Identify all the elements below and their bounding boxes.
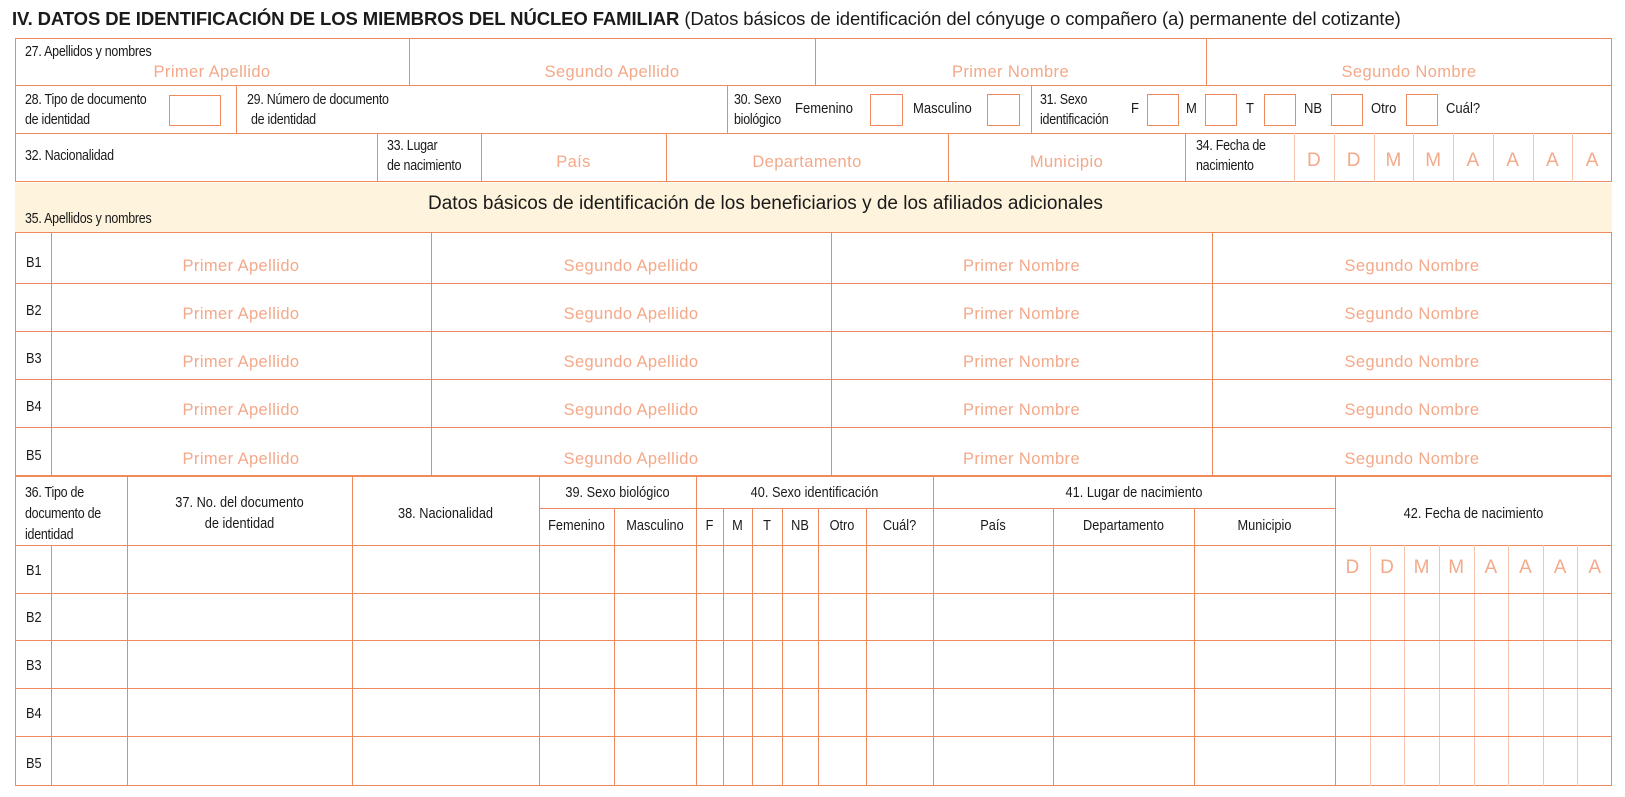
beneficiary-b3-name-1[interactable]: Primer Apellido (182, 353, 300, 371)
detail-row-label-b2: B2 (26, 610, 42, 626)
subcol-divider (723, 508, 724, 786)
field-30-label-line2: biológico (734, 112, 781, 128)
gender-f-checkbox[interactable] (1147, 94, 1179, 126)
beneficiary-b2-name-1[interactable]: Primer Apellido (182, 305, 300, 323)
col-40-sub-4: NB (791, 518, 809, 534)
subcol-divider (782, 508, 783, 786)
beneficiary-b5-name-1[interactable]: Primer Apellido (182, 450, 300, 468)
field-31-label-line2: identificación (1040, 112, 1109, 128)
field-35-label: 35. Apellidos y nombres (25, 211, 152, 227)
birthdate-digit-4[interactable]: M (1425, 150, 1442, 171)
detail-row-label-b1: B1 (26, 563, 42, 579)
beneficiary-birthdate-digit-2[interactable]: D (1380, 557, 1394, 578)
beneficiary-b5-name-4[interactable]: Segundo Nombre (1344, 450, 1480, 468)
birthdate-digit-7[interactable]: A (1546, 150, 1559, 171)
gender-nb-checkbox[interactable] (1331, 94, 1363, 126)
col-divider (127, 476, 128, 786)
subcol-divider (818, 508, 819, 786)
sex-male-label: Masculino (913, 101, 972, 117)
birthdate-digit-6[interactable]: A (1506, 150, 1519, 171)
beneficiary-b3-name-3[interactable]: Primer Nombre (962, 353, 1081, 371)
date-divider (1577, 545, 1578, 786)
col-41-sub-2: Departamento (1083, 518, 1164, 534)
col-41-sub-3: Municipio (1237, 518, 1292, 534)
sex-female-checkbox[interactable] (870, 94, 903, 126)
row-divider (15, 283, 1612, 284)
sex-female-label: Femenino (795, 101, 854, 117)
field-34-label-line1: 34. Fecha de (1196, 138, 1266, 154)
detail-row-label-b3: B3 (26, 658, 42, 674)
col-37-header-line1: 37. No. del documento (175, 495, 304, 511)
beneficiary-birthdate-digit-6[interactable]: A (1519, 557, 1532, 578)
field-30-label-line1: 30. Sexo (734, 92, 782, 108)
date-divider (1404, 545, 1405, 786)
col-40-sub-2: M (732, 518, 743, 534)
row-divider (15, 736, 1612, 737)
col-divider (1335, 476, 1336, 786)
beneficiary-b3-name-2[interactable]: Segundo Apellido (563, 353, 699, 371)
col-38-header: 38. Nacionalidad (397, 506, 494, 522)
col-39-header: 39. Sexo biológico (565, 485, 670, 501)
col-36-header-line3: identidad (25, 527, 74, 543)
row-divider (15, 688, 1612, 689)
birthdate-digit-2[interactable]: D (1346, 150, 1361, 171)
field-28-label-line2: de identidad (25, 112, 90, 128)
beneficiary-label-b2: B2 (26, 303, 42, 319)
field-31-label-line1: 31. Sexo (1040, 92, 1088, 108)
date-divider (1543, 545, 1544, 786)
birth-municipality-input[interactable]: Municipio (1029, 153, 1104, 171)
col-divider (1212, 232, 1213, 476)
beneficiary-b1-name-4[interactable]: Segundo Nombre (1344, 257, 1480, 275)
birthdate-digit-3[interactable]: M (1385, 150, 1402, 171)
col-40-sub-1: F (705, 518, 714, 534)
beneficiary-b4-name-1[interactable]: Primer Apellido (182, 401, 300, 419)
field-32-label: 32. Nacionalidad (25, 148, 114, 164)
spouse-second-surname-input[interactable]: Segundo Apellido (544, 63, 680, 81)
beneficiary-birthdate-digit-7[interactable]: A (1553, 557, 1567, 578)
beneficiary-b2-name-2[interactable]: Segundo Apellido (563, 305, 699, 323)
field-29-label-line1: 29. Número de documento (247, 92, 389, 108)
gender-m-label: M (1186, 101, 1197, 117)
spouse-first-name-input[interactable]: Primer Nombre (951, 63, 1070, 81)
gender-other-label: Otro (1371, 101, 1397, 117)
detail-row-label-b5: B5 (26, 756, 42, 772)
subcol-divider (752, 508, 753, 786)
beneficiary-b2-name-4[interactable]: Segundo Nombre (1344, 305, 1480, 323)
beneficiary-birthdate-digit-4[interactable]: M (1448, 557, 1465, 578)
col-39-sub-2: Masculino (626, 518, 684, 534)
subcol-divider (866, 508, 867, 786)
date-divider (1439, 545, 1440, 786)
gender-m-checkbox[interactable] (1205, 94, 1237, 126)
beneficiary-b5-name-2[interactable]: Segundo Apellido (563, 450, 699, 468)
row-divider (15, 331, 1612, 332)
beneficiary-b4-name-4[interactable]: Segundo Nombre (1344, 401, 1480, 419)
gender-nb-label: NB (1304, 101, 1323, 117)
field-29-label-line2: de identidad (251, 112, 316, 128)
doc-type-box[interactable] (169, 95, 221, 126)
col-divider (831, 232, 832, 476)
col-39-sub-1: Femenino (548, 518, 605, 534)
beneficiary-label-b3: B3 (26, 351, 42, 367)
row-divider (15, 640, 1612, 641)
section-subtitle: (Datos básicos de identificación del cónyuge o compañero (a) permanente del cotizante) (684, 8, 1401, 29)
subcol-divider (614, 508, 615, 786)
beneficiary-label-b5: B5 (26, 448, 42, 464)
beneficiary-b4-name-2[interactable]: Segundo Apellido (563, 401, 699, 419)
beneficiary-b3-name-4[interactable]: Segundo Nombre (1344, 353, 1480, 371)
gender-t-label: T (1246, 101, 1254, 117)
beneficiary-b1-name-3[interactable]: Primer Nombre (962, 257, 1081, 275)
section-title (12, 8, 1401, 30)
field-33-label-line2: de nacimiento (387, 158, 462, 174)
spouse-second-name-input[interactable]: Segundo Nombre (1341, 63, 1477, 81)
col-40-sub-6: Cuál? (882, 518, 917, 534)
col-40-header: 40. Sexo identificación (750, 485, 879, 501)
col-36-header-line2: documento de (25, 506, 101, 522)
col-41-sub-1: País (980, 518, 1006, 534)
subcol-divider (1194, 508, 1195, 786)
spouse-first-surname-input[interactable]: Primer Apellido (153, 63, 271, 81)
row-divider (15, 427, 1612, 428)
birth-department-input[interactable]: Departamento (752, 153, 862, 171)
birthdate-digit-1[interactable]: D (1307, 150, 1321, 171)
gender-other-checkbox[interactable] (1406, 94, 1438, 126)
col-36-header-line1: 36. Tipo de (25, 485, 84, 501)
birth-country-input[interactable]: País (556, 153, 591, 171)
sex-male-checkbox[interactable] (987, 94, 1020, 126)
beneficiary-birthdate-digit-3[interactable]: M (1413, 557, 1430, 578)
col-40-sub-5: Otro (829, 518, 855, 534)
beneficiary-label-b4: B4 (26, 399, 42, 415)
detail-row-label-b4: B4 (26, 706, 42, 722)
beneficiary-b1-name-1[interactable]: Primer Apellido (182, 257, 300, 275)
col-divider (933, 476, 934, 786)
col-divider (431, 232, 432, 476)
col-41-header: 41. Lugar de nacimiento (1065, 485, 1203, 501)
gender-which-label: Cuál? (1446, 101, 1481, 117)
birthdate-digit-8[interactable]: A (1585, 150, 1599, 171)
section-heading: IV. DATOS DE IDENTIFICACIÓN DE LOS MIEMBROS DEL NÚCLEO FAMILIAR (12, 8, 680, 29)
subcol-divider (1053, 508, 1054, 786)
beneficiary-birthdate-digit-8[interactable]: A (1588, 557, 1602, 578)
birthdate-digit-5[interactable]: A (1466, 150, 1480, 171)
date-divider (1508, 545, 1509, 786)
date-divider (1370, 545, 1371, 786)
beneficiary-b4-name-3[interactable]: Primer Nombre (962, 401, 1081, 419)
col-42-header: 42. Fecha de nacimiento (1403, 506, 1544, 522)
field-33-label-line1: 33. Lugar (387, 138, 438, 154)
col-divider (51, 545, 52, 786)
beneficiary-label-b1: B1 (26, 255, 42, 271)
beneficiary-birthdate-digit-1[interactable]: D (1345, 557, 1360, 578)
beneficiary-birthdate-digit-5[interactable]: A (1484, 557, 1498, 578)
row-divider (15, 379, 1612, 380)
date-divider (1474, 545, 1475, 786)
gender-f-label: F (1131, 101, 1139, 117)
beneficiaries-band-title: Datos básicos de identificación de los beneficiarios y de los afiliados adicionales (428, 193, 1103, 214)
field-28-label-line1: 28. Tipo de documento (25, 92, 147, 108)
gender-t-checkbox[interactable] (1264, 94, 1296, 126)
beneficiary-b5-name-3[interactable]: Primer Nombre (962, 450, 1081, 468)
field-34-label-line2: nacimiento (1196, 158, 1254, 174)
beneficiary-b2-name-3[interactable]: Primer Nombre (962, 305, 1081, 323)
row-divider (15, 593, 1612, 594)
col-40-sub-3: T (763, 518, 771, 534)
col-divider (352, 476, 353, 786)
beneficiary-b1-name-2[interactable]: Segundo Apellido (563, 257, 699, 275)
col-37-header-line2: de identidad (204, 516, 275, 532)
field-27-label: 27. Apellidos y nombres (25, 44, 152, 60)
col-divider (539, 476, 540, 786)
